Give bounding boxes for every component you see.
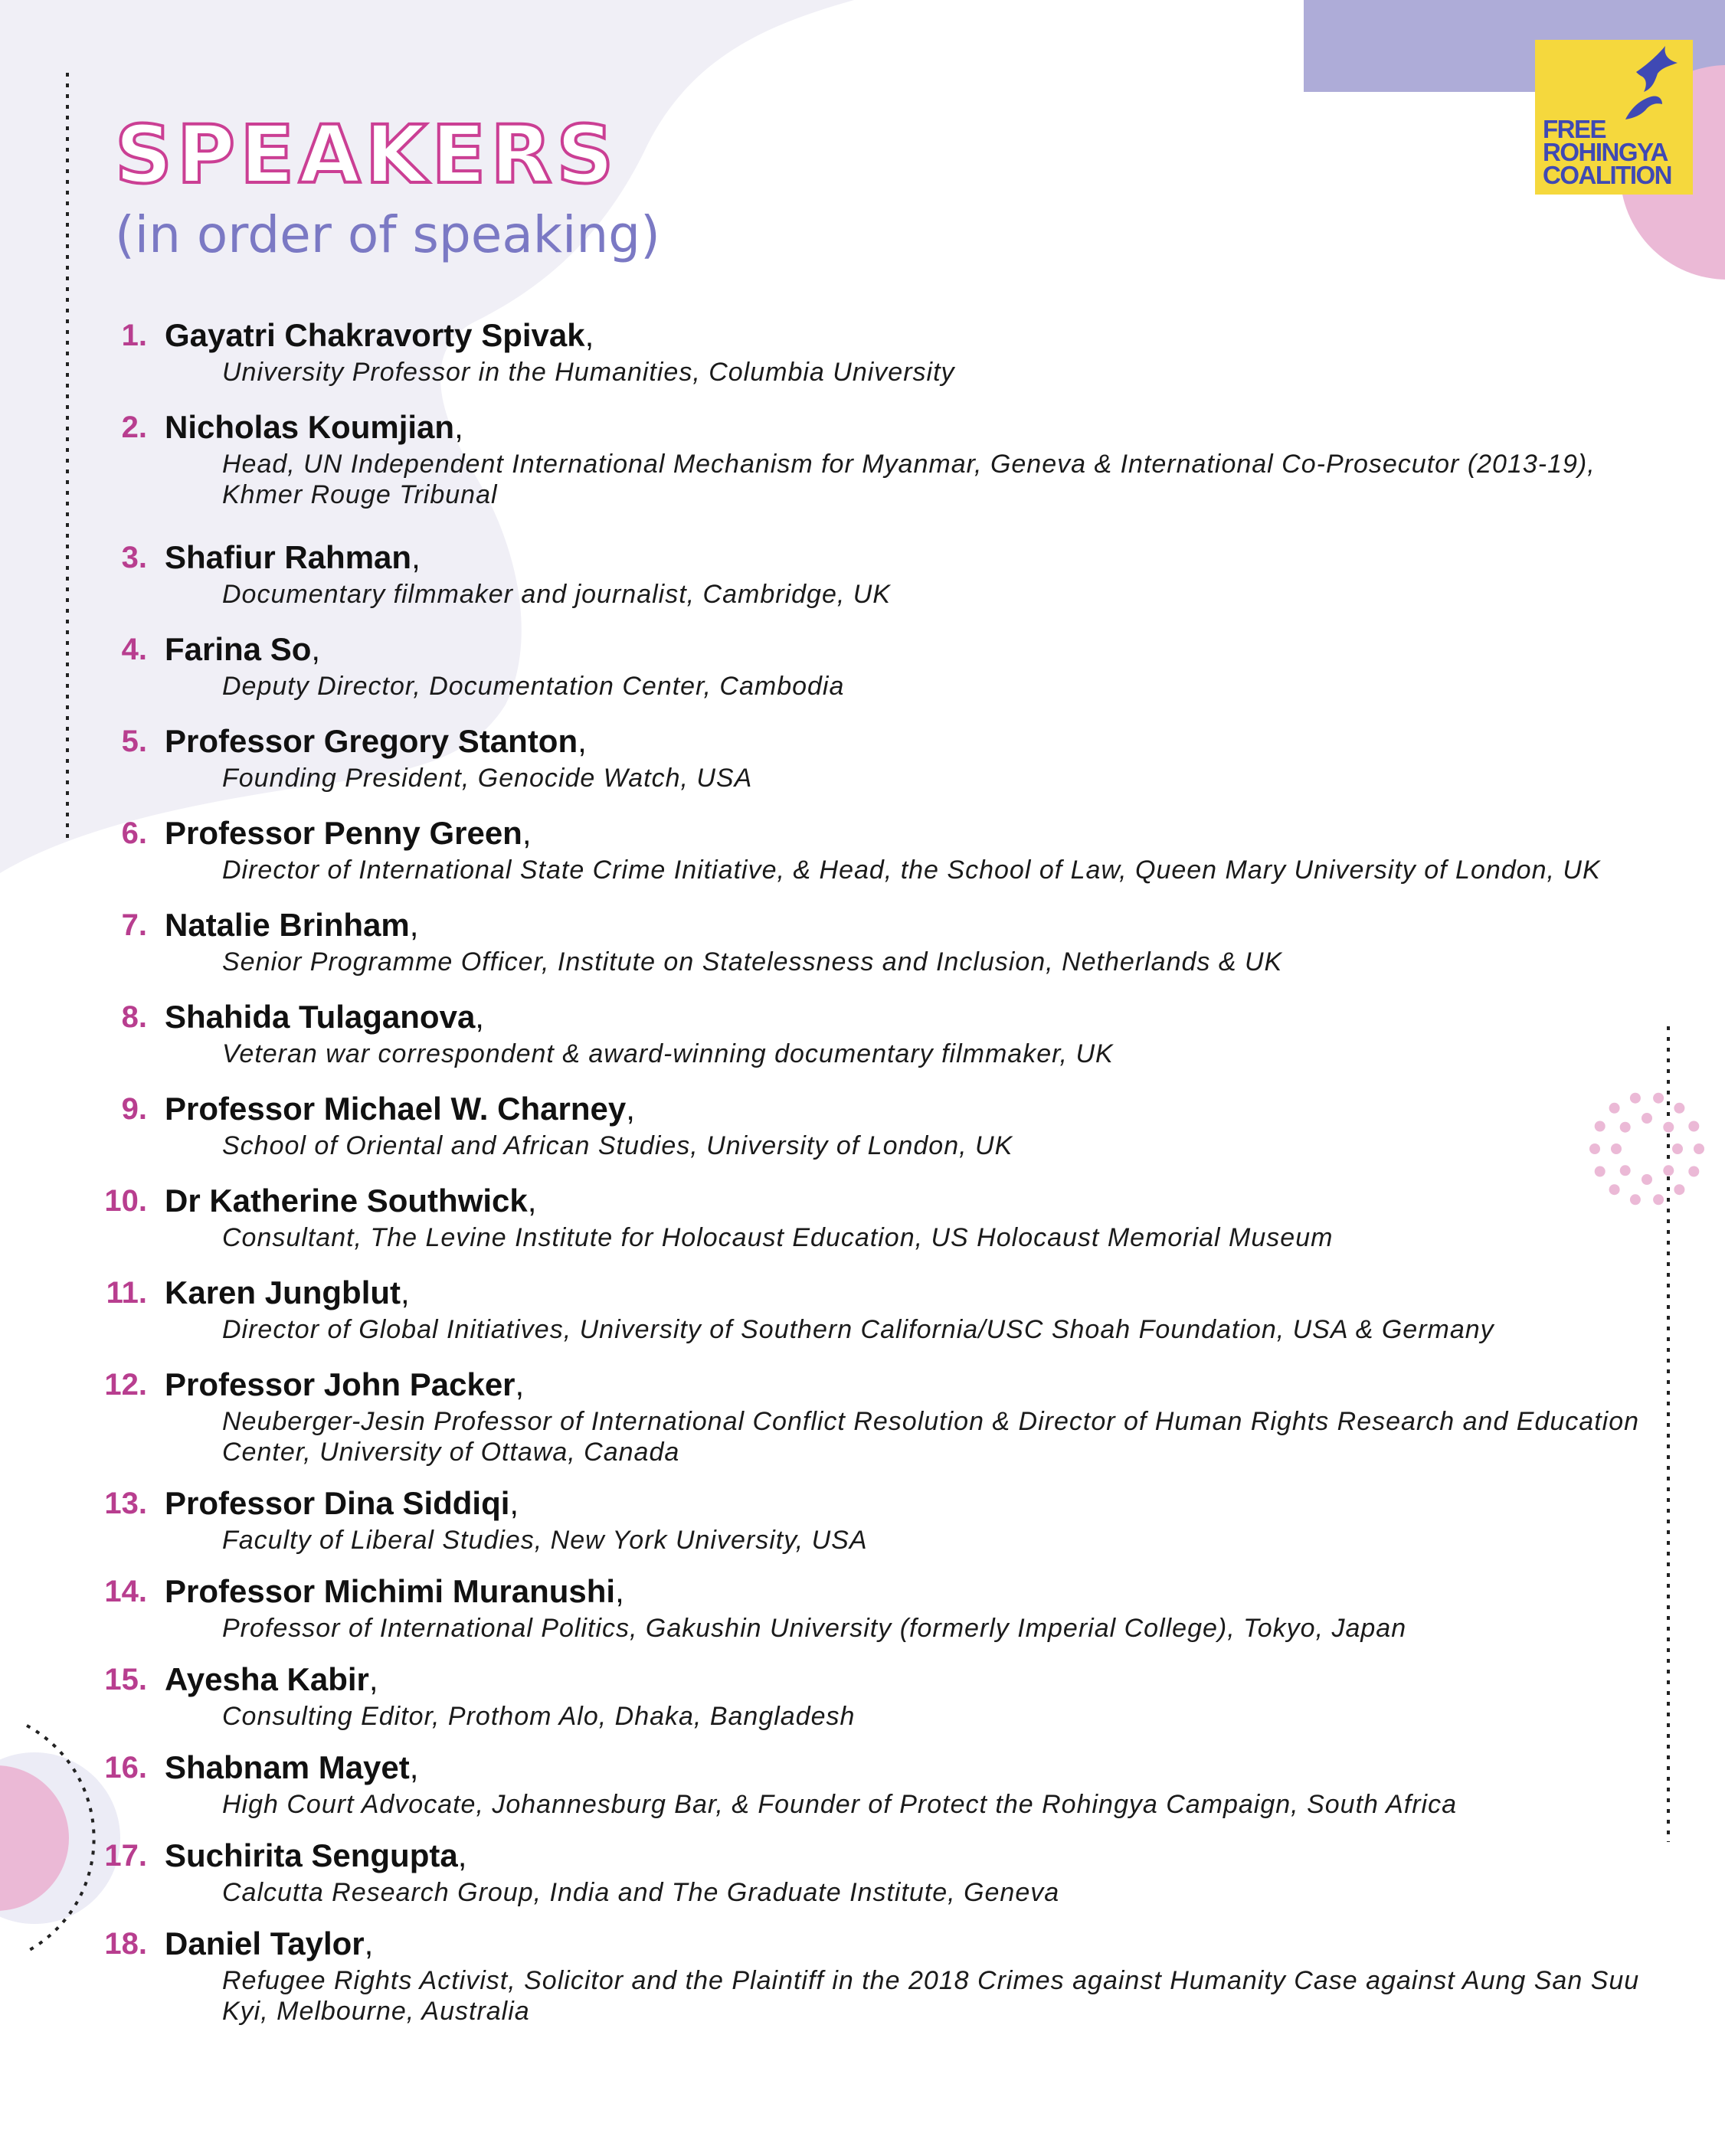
page-subtitle: (in order of speaking) <box>115 205 660 264</box>
speaker-description: Veteran war correspondent & award-winning documentary filmmaker, UK <box>222 1039 1114 1068</box>
speaker-name: Karen Jungblut <box>165 1274 401 1310</box>
speaker-number: 12. <box>104 1368 147 1402</box>
speaker-description: Documentary filmmaker and journalist, Cambridge, UK <box>222 580 891 609</box>
speaker-name-line: Professor Michael W. Charney, <box>165 1091 635 1127</box>
logo-line-1: FREE <box>1543 115 1606 143</box>
speaker-name-line: Professor Michimi Muranushi, <box>165 1573 624 1609</box>
speaker-item <box>0 628 1725 702</box>
speaker-item <box>0 1570 1725 1644</box>
speaker-name: Professor Gregory Stanton <box>165 723 578 759</box>
speaker-name: Professor John Packer <box>165 1366 516 1402</box>
pink-dot <box>1595 1166 1606 1177</box>
speaker-number: 1. <box>121 319 147 352</box>
speaker-item <box>0 1834 1725 1908</box>
speaker-name-line: Daniel Taylor, <box>165 1925 374 1961</box>
speaker-item <box>0 1271 1725 1345</box>
speaker-description: Neuberger-Jesin Professor of International Conflict Resolution & Director of Human Rights Research and Education Center, University of Ottawa, Canada <box>222 1407 1640 1467</box>
speaker-item <box>0 1658 1725 1732</box>
speaker-description: Professor of International Politics, Gakushin University (formerly Imperial College), Tokyo, Japan <box>222 1614 1407 1643</box>
speaker-name: Farina So <box>165 631 312 667</box>
speaker-name: Ayesha Kabir <box>165 1661 369 1697</box>
logo-line-3: COALITION <box>1543 161 1671 189</box>
pink-dot <box>1620 1165 1631 1176</box>
speaker-name-line: Shabnam Mayet, <box>165 1749 419 1785</box>
speaker-name-line: Nicholas Koumjian, <box>165 409 463 445</box>
bird-hand-icon <box>1621 43 1690 127</box>
speaker-name-line: Shafiur Rahman, <box>165 539 421 575</box>
speaker-number: 5. <box>121 725 147 758</box>
speaker-number: 13. <box>104 1487 147 1520</box>
speaker-name: Natalie Brinham <box>165 907 410 943</box>
page-header <box>115 108 660 264</box>
speaker-number: 10. <box>104 1184 147 1218</box>
speaker-number: 3. <box>121 541 147 574</box>
speaker-description: Founding President, Genocide Watch, USA <box>222 764 753 793</box>
speaker-description: Consultant, The Levine Institute for Holocaust Education, US Holocaust Memorial Museum <box>222 1223 1334 1252</box>
speaker-name: Professor Michael W. Charney <box>165 1091 627 1127</box>
speaker-number: 6. <box>121 816 147 850</box>
speaker-item <box>0 406 1725 510</box>
speaker-name-line: Professor John Packer, <box>165 1366 525 1402</box>
speaker-name-line: Karen Jungblut, <box>165 1274 410 1310</box>
speaker-item <box>0 1363 1725 1467</box>
speaker-description: Senior Programme Officer, Institute on Statelessness and Inclusion, Netherlands & UK <box>222 947 1283 977</box>
speaker-name: Shafiur Rahman <box>165 539 412 575</box>
free-rohingya-coalition-logo <box>1535 40 1693 195</box>
speaker-item <box>0 1088 1725 1161</box>
speaker-description: Director of International State Crime Initiative, & Head, the School of Law, Queen Mary University of London, UK <box>222 856 1601 885</box>
speaker-description: School of Oriental and African Studies, University of London, UK <box>222 1131 1013 1160</box>
speaker-name-line: Natalie Brinham, <box>165 907 419 943</box>
speaker-number: 2. <box>121 411 147 444</box>
speaker-name: Professor Dina Siddiqi <box>165 1485 510 1521</box>
speaker-name: Shahida Tulaganova <box>165 999 476 1035</box>
pink-dot <box>1688 1166 1699 1177</box>
pink-dot <box>1663 1165 1674 1176</box>
speaker-name-line: Gayatri Chakravorty Spivak, <box>165 317 594 353</box>
speaker-number: 16. <box>104 1751 147 1785</box>
speaker-item <box>0 1179 1725 1253</box>
speaker-item <box>0 996 1725 1069</box>
speaker-name-line: Professor Gregory Stanton, <box>165 723 587 759</box>
logo-line-2: ROHINGYA <box>1543 138 1668 166</box>
speaker-description: Refugee Rights Activist, Solicitor and the Plaintiff in the 2018 Crimes against Humanity Case against Aung San Suu Kyi, Melbourne, Australia <box>222 1966 1640 2026</box>
speaker-item <box>0 1922 1725 2027</box>
speaker-number: 14. <box>104 1575 147 1608</box>
speaker-name-line: Dr Katherine Southwick, <box>165 1183 537 1219</box>
speaker-item <box>0 1482 1725 1556</box>
speaker-number: 8. <box>121 1000 147 1034</box>
speaker-number: 18. <box>104 1927 147 1961</box>
speaker-name: Suchirita Sengupta <box>165 1837 458 1873</box>
speaker-number: 4. <box>121 633 147 666</box>
speaker-name: Professor Penny Green <box>165 815 522 851</box>
speaker-item <box>0 720 1725 793</box>
speaker-description: Director of Global Initiatives, University of Southern California/USC Shoah Foundation, USA & Germany <box>222 1315 1494 1344</box>
speaker-name-line: Shahida Tulaganova, <box>165 999 484 1035</box>
speaker-item <box>0 314 1725 388</box>
speaker-description: Consulting Editor, Prothom Alo, Dhaka, Bangladesh <box>222 1702 856 1731</box>
speaker-name: Dr Katherine Southwick <box>165 1183 528 1219</box>
speaker-number: 11. <box>106 1276 147 1310</box>
speaker-name-line: Ayesha Kabir, <box>165 1661 378 1697</box>
speaker-name-line: Professor Dina Siddiqi, <box>165 1485 519 1521</box>
speaker-name-line: Professor Penny Green, <box>165 815 532 851</box>
speaker-name: Professor Michimi Muranushi <box>165 1573 616 1609</box>
speaker-number: 17. <box>104 1839 147 1873</box>
speaker-name: Nicholas Koumjian <box>165 409 455 445</box>
page-title: SPEAKERS <box>115 108 619 201</box>
speaker-description: Calcutta Research Group, India and The Graduate Institute, Geneva <box>222 1878 1060 1907</box>
speaker-name: Daniel Taylor <box>165 1925 365 1961</box>
speaker-description: High Court Advocate, Johannesburg Bar, & Founder of Protect the Rohingya Campaign, South Africa <box>222 1790 1458 1819</box>
speaker-name-line: Farina So, <box>165 631 321 667</box>
speaker-description: University Professor in the Humanities, Columbia University <box>222 358 955 387</box>
speaker-number: 15. <box>104 1663 147 1696</box>
speaker-item <box>0 536 1725 610</box>
speaker-name: Gayatri Chakravorty Spivak <box>165 317 585 353</box>
speaker-description: Head, UN Independent International Mechanism for Myanmar, Geneva & International Co-Prosecutor (2013-19), Khmer Rouge Tribunal <box>222 450 1596 509</box>
speaker-description: Faculty of Liberal Studies, New York University, USA <box>222 1526 868 1555</box>
speaker-item <box>0 812 1725 885</box>
speaker-name-line: Suchirita Sengupta, <box>165 1837 467 1873</box>
speaker-description: Deputy Director, Documentation Center, Cambodia <box>222 672 845 701</box>
speaker-item <box>0 904 1725 977</box>
speaker-number: 7. <box>121 908 147 942</box>
speaker-name: Shabnam Mayet <box>165 1749 410 1785</box>
speaker-number: 9. <box>121 1092 147 1126</box>
speaker-item <box>0 1746 1725 1820</box>
